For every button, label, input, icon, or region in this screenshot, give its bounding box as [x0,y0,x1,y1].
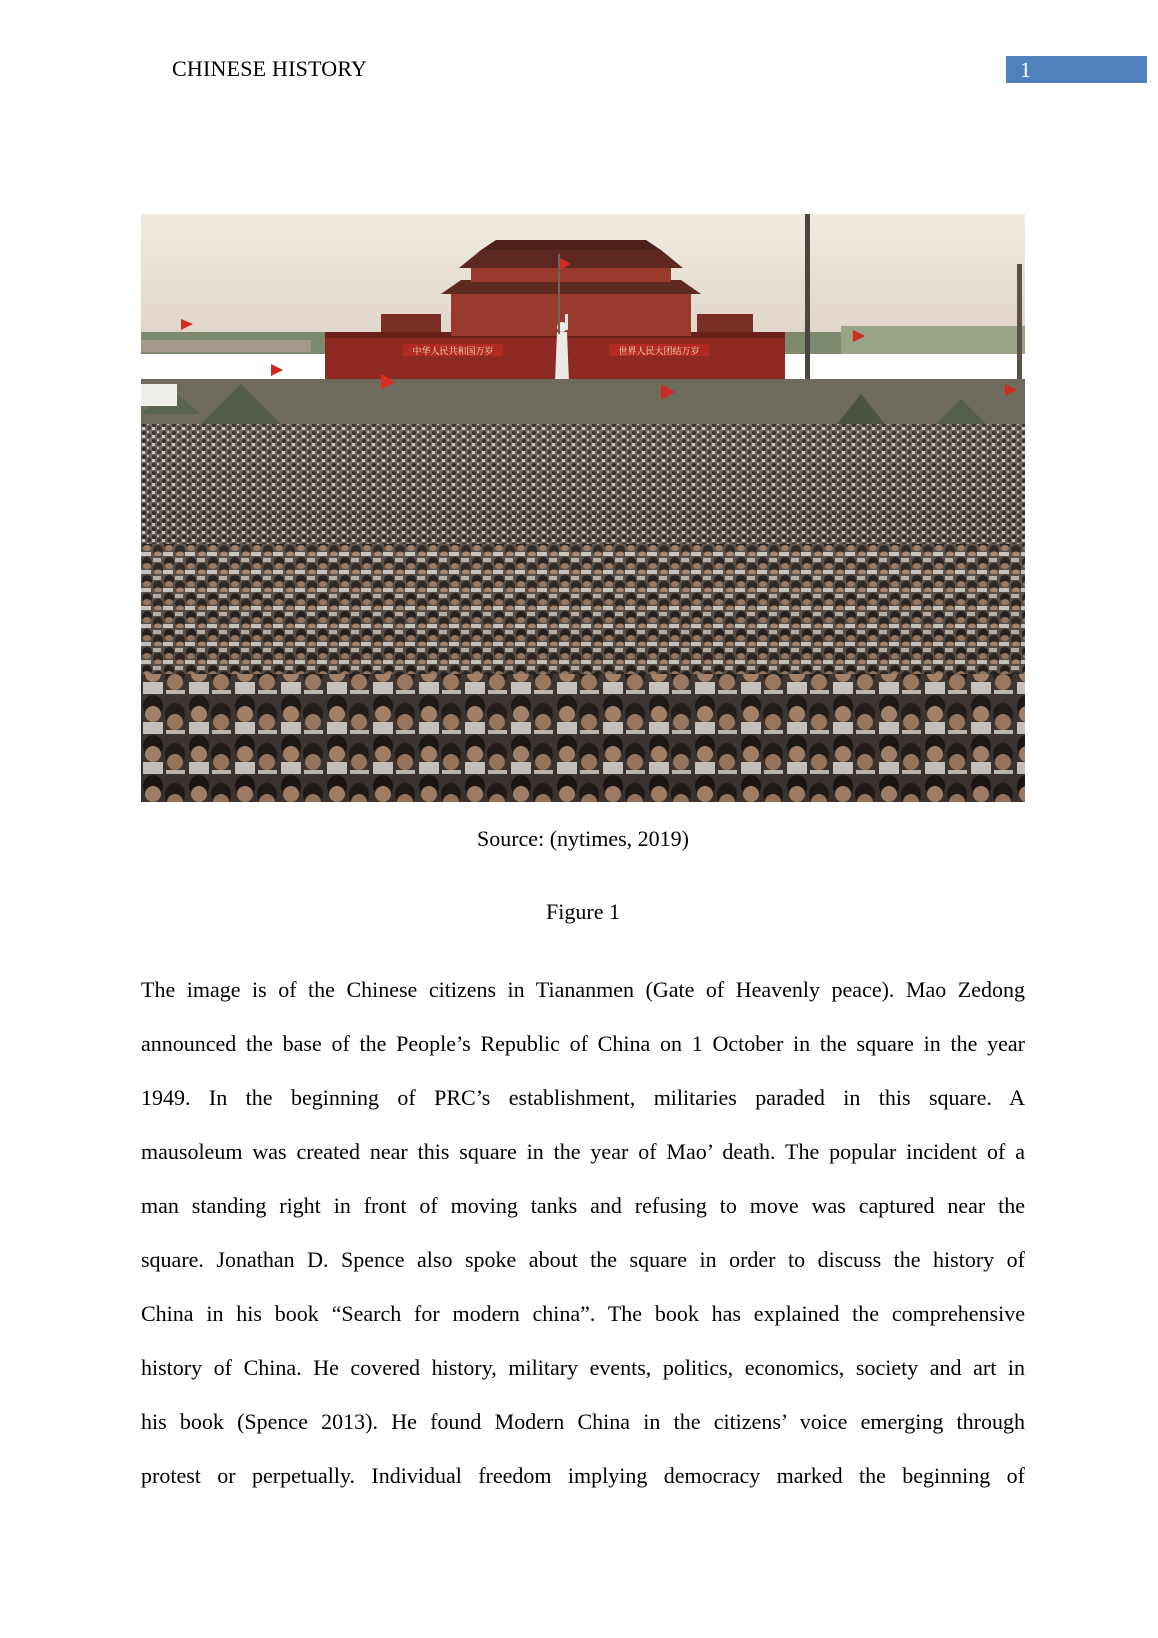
figure-photo [141,214,1025,802]
paragraph-line: protest or perpetually. Individual freedom implying democracy marked the beginning of [141,1463,1025,1488]
figure-source: Source: (nytimes, 2019) [476,826,690,851]
paragraph-line: man standing right in front of moving tanks and refusing to move was captured near the [141,1193,1025,1218]
paragraph-line: square. Jonathan D. Spence also spoke about the square in order to discuss the history of [141,1247,1025,1272]
body-paragraph [141,963,1025,1503]
paragraph-line: history of China. He covered history, military events, politics, economics, society and art in [141,1355,1025,1380]
paragraph-line: The image is of the Chinese citizens in Tiananmen (Gate of Heavenly peace). Mao Zedong [141,977,1025,1002]
figure-label: Figure 1 [546,899,620,924]
paragraph-line: his book (Spence 2013). He found Modern China in the citizens’ voice emerging through [141,1409,1025,1434]
paragraph-line: China in his book “Search for modern china”. The book has explained the comprehensive [141,1301,1025,1326]
page-number: 1 [1006,56,1147,83]
paragraph-line: mausoleum was created near this square in the year of Mao’ death. The popular incident of a [141,1139,1025,1164]
paragraph-line: 1949. In the beginning of PRC’s establishment, militaries paraded in this square. A [141,1085,1025,1110]
running-head-title: CHINESE HISTORY [172,56,368,81]
gate-banner-right: 世界人民大团结万岁 [618,347,700,357]
gate-banner-left: 中华人民共和国万岁 [412,347,494,357]
paragraph-line: announced the base of the People’s Republic of China on 1 October in the square in the year [141,1031,1025,1056]
